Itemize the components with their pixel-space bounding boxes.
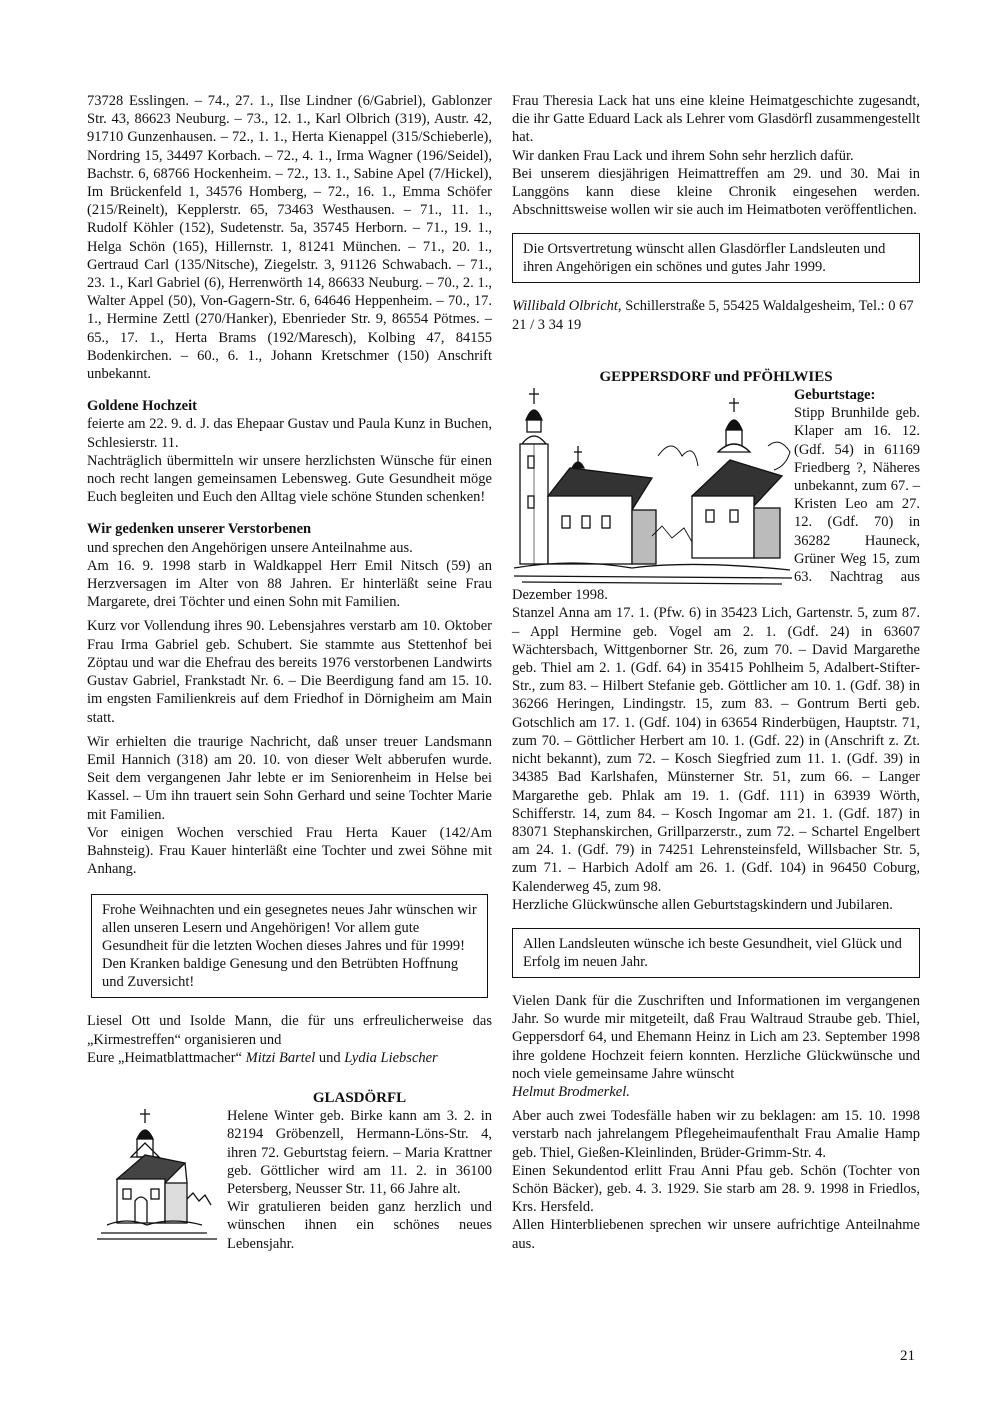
glasdoerfl-heading: GLASDÖRFL bbox=[312, 1089, 407, 1106]
page-number: 21 bbox=[900, 1348, 915, 1364]
glasdoerfl-wishes: Wir gratulieren beiden ganz herzlich und wünschen ihnen ein schönes neues Lebensjahr. bbox=[227, 1199, 492, 1252]
ortsvertretung-box bbox=[512, 233, 920, 283]
signoff-and: und bbox=[318, 1049, 341, 1066]
contact-line bbox=[512, 297, 920, 333]
obituary-hannich: Wir erhielten die traurige Nachricht, daß unser treuer Landsmann Emil Hannich (318) am 20. 10. von dieser Welt abberufen wurde. Seit dem vergangenen Jahr lebte er im Seniorenheim in Helse bei Kassel. – Um ihn trauert sein Sohn Gerhard und seine Tochter Marie mit Familien. bbox=[87, 733, 492, 823]
lack-thanks: Wir danken Frau Lack und ihrem Sohn sehr herzlich dafür. bbox=[512, 147, 854, 164]
obituary-hamp: Aber auch zwei Todesfälle haben wir zu beklagen: am 15. 10. 1998 verstarb nach jahrelangem Pflegeheimaufenthalt Frau Amalie Hamp geb. Thiel, Gießen-Kleinlinden, Brüder-Grimm-Str. 4. bbox=[512, 1108, 920, 1161]
heimattreffen-note: Bei unserem diesjährigen Heimattreffen am 29. und 30. Mai in Langgöns kann diese kleine Chronik eingesehen werden. Abschnittsweise wollen wir sie auch im Heimatboten veröffentlichen. bbox=[512, 165, 920, 219]
obituary-kauer: Vor einigen Wochen verschied Frau Herta Kauer (142/Am Bahnsteig). Frau Kauer hinterläßt eine Tochter und zwei Söhne mit Anhang. bbox=[87, 824, 492, 878]
golden-wedding-wishes: Nachträglich übermitteln wir unsere herzlichsten Wünsche für einen noch recht langen gemeinsamen Lebensweg. Gute Gesundheit möge Euch begleiten und Euch den Alltag viele schöne Stunden schenken! bbox=[87, 452, 492, 506]
signature-name: Helmut Brodmerkel. bbox=[512, 1083, 630, 1100]
signoff-names bbox=[87, 1049, 492, 1067]
geppersdorf-congratulations: Herzliche Glückwünsche allen Geburtstagskindern und Jubilaren. bbox=[512, 896, 893, 913]
church-illustration-icon bbox=[512, 386, 794, 586]
right-column bbox=[512, 92, 920, 1253]
deceased-intro: und sprechen den Angehörigen unsere Anteilnahme aus. bbox=[87, 539, 413, 556]
geppersdorf-birthdays-label: Geburtstage: bbox=[794, 387, 876, 404]
contact-name: Willibald Olbricht, bbox=[512, 298, 622, 315]
glasdoerfl-birthdays: Helene Winter geb. Birke kann am 3. 2. in 82194 Gröbenzell, Hermann-Löns-Str. 4, ihren 72. Geburtstag feiern. – Maria Krattner geb. Göttlicher wird am 11. 2. in 36100 Petersberg, Neusser Str. 11, 66 Jahre alt. bbox=[227, 1108, 492, 1197]
left-column bbox=[87, 92, 492, 1253]
condolences: Allen Hinterbliebenen sprechen wir unsere aufrichtige Anteilnahme aus. bbox=[512, 1217, 920, 1252]
signoff-name-2: Lydia Liebscher bbox=[344, 1049, 438, 1066]
christmas-greeting-box bbox=[91, 894, 488, 998]
geppersdorf-heading: GEPPERSDORF und PFÖHLWIES bbox=[599, 368, 833, 385]
chapel-illustration-icon bbox=[87, 1089, 227, 1249]
signoff-prefix: Eure „Heimatblattmacher“ bbox=[87, 1049, 242, 1066]
signoff-text: Liesel Ott und Isolde Mann, die für uns erfreulicherweise das „Kirmestreffen“ organisieren und bbox=[87, 1013, 492, 1048]
golden-wedding-straube: Vielen Dank für die Zuschriften und Informationen im vergangenen Jahr. So wurde mir mitgeteilt, daß Frau Waltraud Straube geb. Thiel, Geppersdorf 64, und Ehemann Heinz in Lich am 23. September 1998 ihre goldene Hochzeit feiern konnten. Herzliche Glückwünsche und noch viele gemeinsame Jahre wünscht bbox=[512, 992, 920, 1082]
obituary-pfau: Einen Sekundentod erlitt Frau Anni Pfau geb. Schön (Tochter von Schön Bäcker), geb. 4. 3. 1929. Sie starb am 28. 9. 1998 in Friedlos, Krs. Hersfeld. bbox=[512, 1162, 920, 1216]
wishes-box bbox=[512, 928, 920, 978]
christmas-greeting-text: Frohe Weihnachten und ein gesegnetes neues Jahr wünschen wir allen unseren Lesern und Angehörigen! Vor allem gute Gesundheit für die letzten Wochen dieses Jahres und für 1999! Den Kranken baldige Genesung und den Betrübten Hoffnung und Zuversicht! bbox=[102, 902, 477, 991]
golden-wedding-text: feierte am 22. 9. d. J. das Ehepaar Gustav und Paula Kunz in Buchen, Schlesierstr. 11. bbox=[87, 416, 492, 451]
birthday-list-continued: 73728 Esslingen. – 74., 27. 1., Ilse Lindner (6/Gabriel), Gablonzer Str. 43, 86623 Neuburg. – 73., 12. 1., Karl Olbrich (319), Austr. 42, 91710 Gunzenhausen. – 72., 1. 1., Herta Kienappel (315/Schieberle), Nordring 15, 34497 Korbach. – 72., 4. 1., Irma Wagner (196/Seidel), Bachstr. 6, 68766 Hockenheim. – 72., 13. 1., Sabine Apel (7/Hickel), Im Brückenfeld 1, 34576 Homberg, – 72., 16. 1., Emma Schöfer (215/Reinelt), Kepplerstr. 65, 73463 Westhausen. – 71., 11. 1., Rudolf Köhler (152), Sudetenstr. 5a, 35745 Herborn. – 71., 19. 1., Helga Schön (165), Hillernstr. 1, 81241 München. – 71., 20. 1., Gertraud Carl (135/Nitsche), Ziegelstr. 3, 91126 Schwabach. – 71., 23. 1., Karl Gabriel (6), Herrenwörth 14, 86633 Neuburg. – 70., 2. 1., Walter Appel (50), Von-Gagern-Str. 6, 64646 Heppenheim. – 70., 17. 1., Hermine Zettl (270/Hanker), Ebenrieder Str. 9, 86554 Pötmes. – 65., 17. 1., Herta Brams (192/Maresch), Kolbing 47, 84155 Bodenkirchen. – 60., 6. 1., Johann Kretschmer (150) Anschrift unbekannt. bbox=[87, 93, 492, 383]
obituary-nitsch: Am 16. 9. 1998 starb in Waldkappel Herr Emil Nitsch (59) an Herzversagen im Alter von 88 Jahren. Er hinterläßt seine Frau Margarete, drei Töchter und einen Sohn mit Familien. bbox=[87, 557, 492, 611]
lack-history-text: Frau Theresia Lack hat uns eine kleine Heimatgeschichte zugesandt, die ihr Gatte Eduard Lack als Lehrer vom Glasdörfl zusammengestellt hat. bbox=[512, 93, 920, 146]
wishes-text: Allen Landsleuten wünsche ich beste Gesundheit, viel Glück und Erfolg im neuen Jahr. bbox=[523, 935, 902, 970]
geppersdorf-birthdays-december: Stipp Brunhilde geb. Klaper am 16. 12. (Gdf. 54) in 61169 Friedberg ?, Näheres unbekannt, zum 67. – Kristen Leo am 27. 12. (Gdf. 70) in 36282 Hauneck, Grüner Weg 15, zum 63. Nachtrag aus Dezember 1998. bbox=[512, 405, 920, 604]
signature-brodmerkel bbox=[512, 1083, 920, 1101]
contact-address: Schillerstraße 5, 55425 Waldalgesheim, Tel.: 0 67 21 / 3 34 19 bbox=[512, 298, 914, 333]
deceased-heading: Wir gedenken unserer Verstorbenen bbox=[87, 521, 312, 538]
geppersdorf-section bbox=[512, 386, 920, 604]
obituary-gabriel: Kurz vor Vollendung ihres 90. Lebensjahres verstarb am 10. Oktober Frau Irma Gabriel geb. Schubert. Sie stammte aus Stettenhof bei Zöptau und war die Ehefrau des bereits 1976 verstorbenen Landwirts Gustav Gabriel, Frankstadt Nr. 6. – Die Beerdigung fand am 15. 10. im engsten Familienkreis auf dem Friedhof in Dörnigheim am Main statt. bbox=[87, 618, 492, 726]
golden-wedding-heading: Goldene Hochzeit bbox=[87, 398, 197, 415]
ortsvertretung-text: Die Ortsvertretung wünscht allen Glasdörfler Landsleuten und ihren Angehörigen ein schönes und gutes Jahr 1999. bbox=[523, 241, 886, 276]
geppersdorf-birthdays-january: Stanzel Anna am 17. 1. (Pfw. 6) in 35423 Lich, Gartenstr. 5, zum 87. – Appl Hermine geb. Vogel am 2. 1. (Gdf. 24) in 63607 Wächtersbach, Wittgenborner Str. 26, zum 70. – David Margarethe geb. Thiel am 2. 1. (Gdf. 64) in 35415 Pohlheim 5, Adalbert-Stifter-Str., zum 83. – Hilbert Stefanie geb. Göttlicher am 10. 1. (Gdf. 38) in 36266 Heringen, Lindingstr. 15, zum 83. – Gontrum Berti geb. Gotschlich am 17. 1. (Gdf. 104) in 63654 Rinderbügen, Hauptstr. 71, zum 70. – Göttlicher Herbert am 10. 1. (Gdf. 22) in (Anschrift z. Zt. nicht bekannt), zum 72. – Kosch Siegfried zum 11. 1. (Gdf. 39) in 34385 Bad Karlshafen, Münsterner Str. 51, zum 66. – Langer Margarethe geb. Phlak am 19. 1. (Gdf. 111) in 63939 Wörth, Schifferstr. 14, zum 84. – Kosch Ingomar am 21. 1. (Gdf. 187) in 83071 Stephanskirchen, Grillparzerstr., zum 72. – Schartel Engelbert am 24. 1. (Gdf. 79) in 74251 Lehrensteinsfeld, Willsbacher Str. 5, zum 71. – Harbich Adolf am 26. 1. (Gdf. 104) in 96450 Coburg, Kalenderweg 45, zum 98. bbox=[512, 605, 920, 895]
glasdoerfl-section bbox=[87, 1089, 492, 1253]
signoff-name-1: Mitzi Bartel bbox=[245, 1049, 316, 1066]
